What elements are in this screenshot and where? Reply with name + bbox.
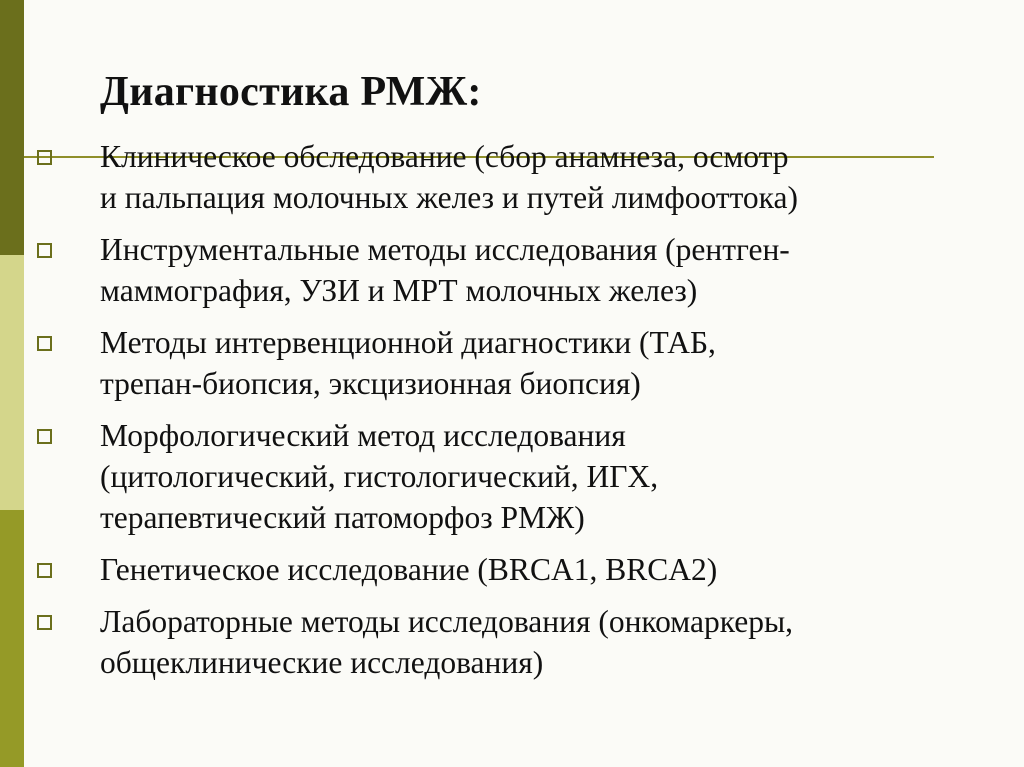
square-bullet-icon <box>37 336 52 351</box>
bullet-text-line: маммография, УЗИ и МРТ молочных желез) <box>100 273 698 308</box>
bullet-text-line: Инструментальные методы исследования (рентген- <box>100 232 790 267</box>
bullet-text-line: Морфологический метод исследования <box>100 418 626 453</box>
square-bullet-icon <box>37 615 52 630</box>
bullet-text-line: (цитологический, гистологический, ИГХ, <box>100 459 659 494</box>
bullet-item-morphological <box>0 415 1024 538</box>
bullet-text-line: общеклинические исследования) <box>100 645 544 680</box>
square-bullet-icon <box>37 243 52 258</box>
bullet-text-line: Клиническое обследование (сбор анамнеза, осмотр <box>100 139 789 174</box>
bullet-item-laboratory <box>0 601 1024 683</box>
square-bullet-icon <box>37 563 52 578</box>
bullet-text-line: Методы интервенционной диагностики (ТАБ, <box>100 325 716 360</box>
bullet-item-instrumental <box>0 229 1024 311</box>
bullet-item-genetic <box>0 549 1024 590</box>
bullet-text-line: Генетическое исследование (BRCA1, BRCA2) <box>100 552 718 587</box>
bullet-text-line: и пальпация молочных желез и путей лимфооттока) <box>100 180 798 215</box>
bullet-text-line: трепан-биопсия, эксцизионная биопсия) <box>100 366 641 401</box>
square-bullet-icon <box>37 150 52 165</box>
bullet-list <box>0 136 1024 694</box>
bullet-text-line: терапевтический патоморфоз РМЖ) <box>100 500 585 535</box>
bullet-item-interventional <box>0 322 1024 404</box>
square-bullet-icon <box>37 429 52 444</box>
bullet-item-clinical <box>0 136 1024 218</box>
slide-title: Диагностика РМЖ: <box>100 69 482 115</box>
bullet-text-line: Лабораторные методы исследования (онкомаркеры, <box>100 604 794 639</box>
